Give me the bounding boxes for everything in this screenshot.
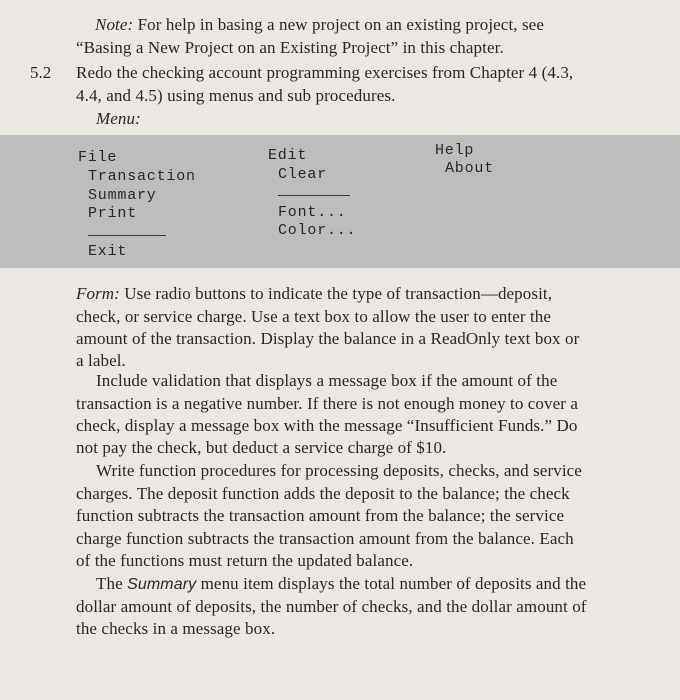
form-line-4: a label. [76,351,126,370]
exercise-number: 5.2 [30,63,52,82]
form-line-1 [76,283,552,305]
validation-line-2: transaction is a negative number. If there is not enough money to cover a [76,394,579,413]
exercise-line-2: 4.4, and 4.5) using menus and sub procedures. [76,86,396,105]
menu-file-separator [88,235,166,236]
menu-item-color: Color... [278,222,357,239]
menu-illustration [0,135,680,268]
summary-line-1 [96,573,586,596]
menu-file-label: File [78,149,118,166]
menu-item-clear: Clear [278,166,328,183]
form-line-3: amount of the transaction. Display the balance in a ReadOnly text box or [76,329,580,348]
validation-line-4: not pay the check, but deduct a service charge of $10. [76,438,447,457]
form-line-2: check, or service charge. Use a text box to allow the user to enter the [76,307,552,326]
menu-item-transaction: Transaction [88,168,196,185]
note-line-1 [95,14,544,36]
summary-text-1: menu item displays the total number of deposits and the [196,574,587,593]
note-label: Note: [95,15,134,34]
note-text-1: For help in basing a new project on an existing project, see [133,15,544,34]
summary-line-2: dollar amount of deposits, the number of checks, and the dollar amount of [76,597,587,616]
summary-line-3: the checks in a message box. [76,619,276,638]
summary-prefix: The [96,574,128,593]
function-line-5: of the functions must return the updated balance. [76,551,414,570]
menu-item-font: Font... [278,204,347,221]
menu-edit-separator [278,195,350,196]
menu-item-summary: Summary [88,187,157,204]
function-line-2: charges. The deposit function adds the deposit to the balance; the check [76,484,570,503]
function-line-3: function subtracts the transaction amount from the balance; the service [76,506,565,525]
function-line-1: Write function procedures for processing deposits, checks, and service [96,461,582,480]
form-text-1: Use radio buttons to indicate the type of transaction—deposit, [119,284,553,303]
menu-item-print: Print [88,205,138,222]
validation-line-3: check, display a message box with the message “Insufficient Funds.” Do [76,416,578,435]
form-label: Form: [76,284,120,303]
note-line-2: “Basing a New Project on an Existing Project” in this chapter. [76,38,504,57]
summary-emph: Summary [127,576,197,593]
menu-heading [96,108,141,130]
exercise-line-1: Redo the checking account programming exercises from Chapter 4 (4.3, [76,63,574,82]
validation-line-1: Include validation that displays a message box if the amount of the [96,371,558,390]
function-line-4: charge function subtracts the transaction amount from the balance. Each [76,529,574,548]
menu-help-label: Help [435,142,475,159]
menu-heading-text: Menu: [96,109,141,128]
menu-item-exit: Exit [88,243,128,260]
menu-item-about: About [445,160,495,177]
menu-edit-label: Edit [268,147,308,164]
